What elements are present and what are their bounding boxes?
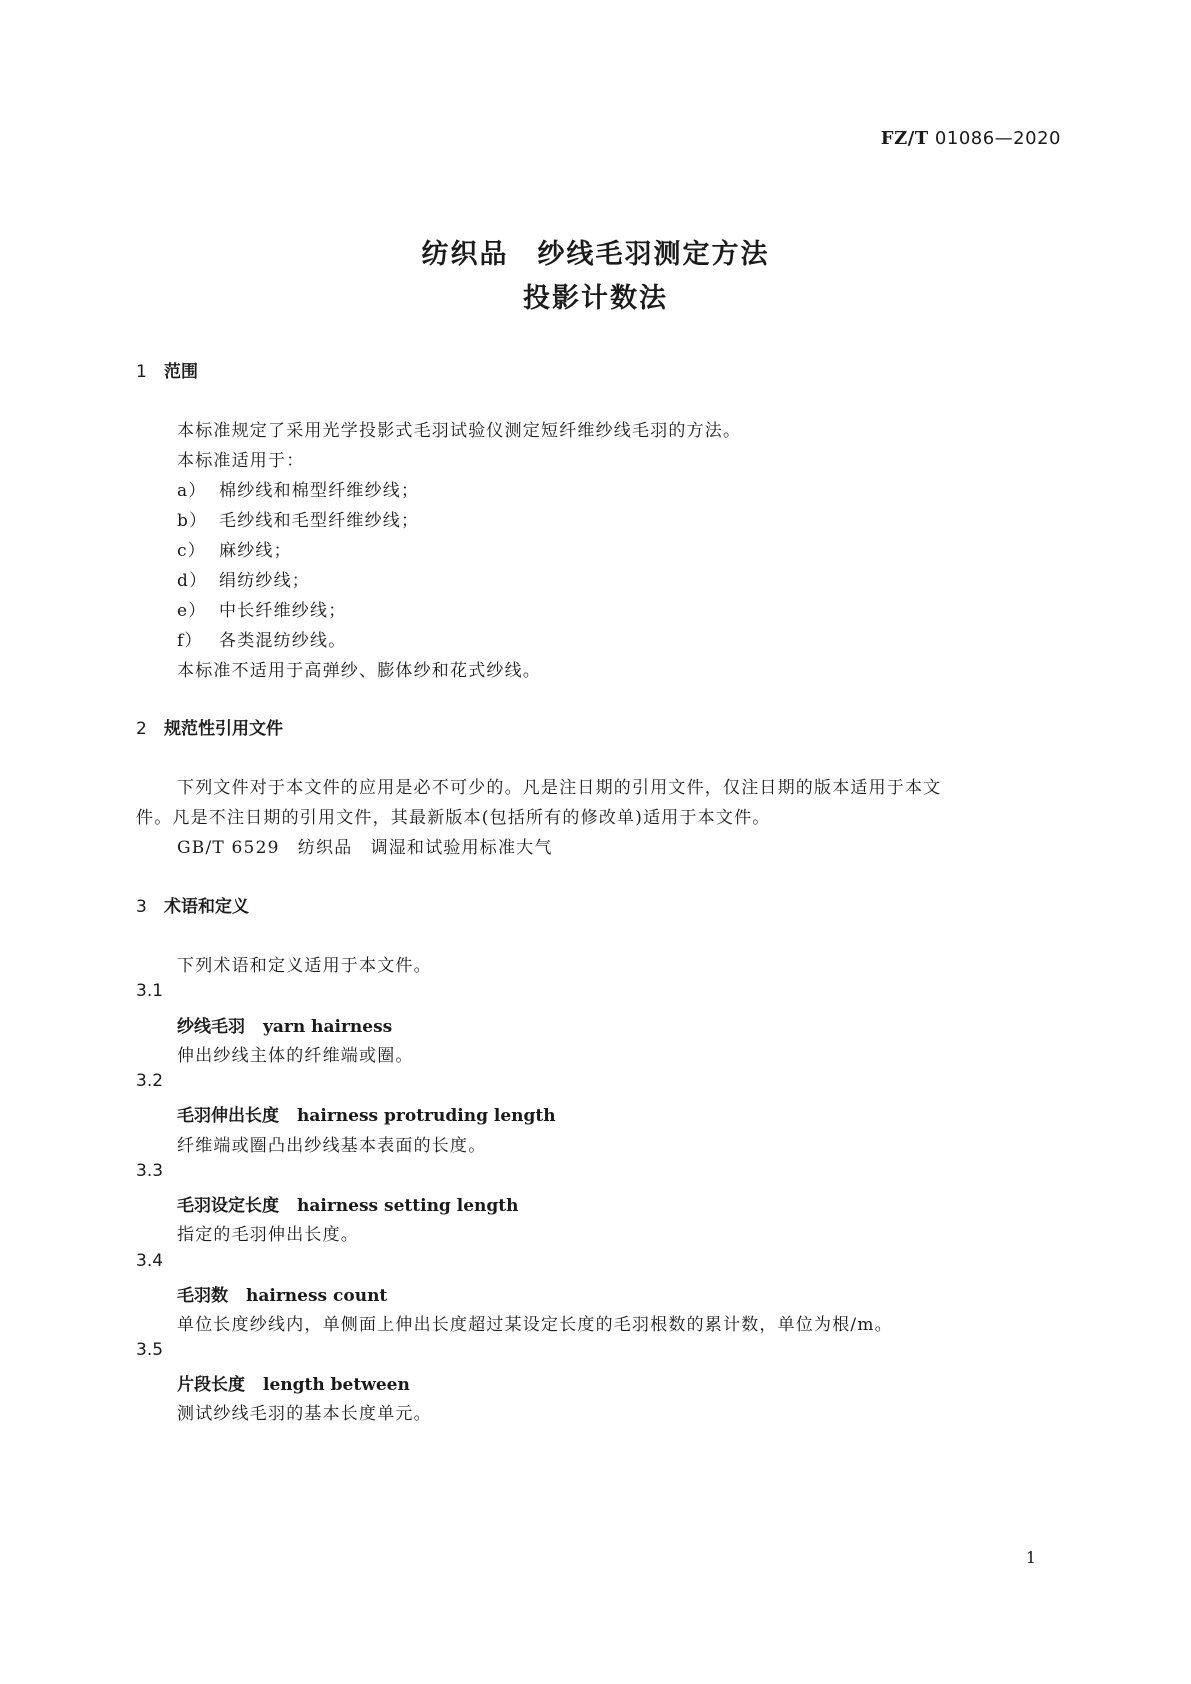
section-3-heading [136,892,249,917]
term-zh: 纱线毛羽 [177,1017,245,1037]
list-marker: a） [177,481,207,501]
section-number: 3 [136,897,147,917]
term-en: hairness count [246,1286,388,1306]
paragraph: 下列文件对于本文件的应用是必不可少的。凡是注日期的引用文件，仅注日期的版本适用于本文 [177,778,942,798]
term-en: length between [263,1375,410,1395]
list-item [177,536,292,561]
list-marker: b） [177,511,208,531]
section-2-heading [136,714,283,739]
standard-number: 01086—2020 [934,128,1061,149]
term-en: hairness setting length [297,1196,519,1216]
list-item [177,626,346,651]
list-item [177,506,419,531]
list-text: 毛纱线和毛型纤维纱线； [219,511,420,531]
section-number: 1 [136,362,147,382]
term-en: hairness protruding length [297,1106,556,1126]
list-item [177,566,310,591]
list-text: 麻纱线； [219,541,292,561]
term-zh: 毛羽设定长度 [177,1196,279,1216]
term-number: 3.1 [136,981,164,1001]
list-text: 中长纤维纱线； [219,601,347,621]
section-title: 范围 [164,362,198,382]
paragraph: 下列术语和定义适用于本文件。 [177,956,432,976]
term-zh: 毛羽伸出长度 [177,1106,279,1126]
term-definition: 伸出纱线主体的纤维端或圈。 [177,1046,414,1066]
term-en: yarn hairness [263,1017,393,1037]
term-definition: 单位长度纱线内，单侧面上伸出长度超过某设定长度的毛羽根数的累计数，单位为根/m。 [177,1315,893,1335]
term-definition: 测试纱线毛羽的基本长度单元。 [177,1404,432,1424]
term-number: 3.3 [136,1161,164,1181]
list-text: 各类混纺纱线。 [219,631,347,651]
term-name [177,1012,392,1037]
paragraph: 本标准适用于： [177,451,305,471]
list-item [177,596,346,621]
list-text: 棉纱线和棉型纤维纱线； [219,481,420,501]
term-number: 3.2 [136,1071,164,1091]
list-marker: c） [177,541,206,561]
term-definition: 纤维端或圈凸出纱线基本表面的长度。 [177,1136,487,1156]
paragraph: 本标准规定了采用光学投影式毛羽试验仪测定短纤维纱线毛羽的方法。 [177,421,742,441]
section-title: 术语和定义 [164,897,249,917]
term-zh: 片段长度 [177,1375,245,1395]
list-text: 绢纺纱线； [219,571,310,591]
section-1-heading [136,357,198,382]
section-number: 2 [136,719,147,739]
list-item [177,476,419,501]
term-name [177,1191,518,1216]
term-name [177,1370,410,1395]
term-name [177,1281,387,1306]
document-title-line1: 纺织品 纱线毛羽测定方法 [421,239,770,270]
list-marker: d） [177,571,208,591]
standard-prefix: FZ/T [880,128,929,149]
normative-reference: GB/T 6529 纺织品 调湿和试验用标准大气 [177,838,553,858]
term-name [177,1101,556,1126]
term-number: 3.5 [136,1340,164,1360]
term-number: 3.4 [136,1251,164,1271]
term-zh: 毛羽数 [177,1286,228,1306]
document-title-line2: 投影计数法 [523,283,668,314]
page-number: 1 [1025,1548,1036,1567]
section-title: 规范性引用文件 [164,719,283,739]
paragraph: 本标准不适用于高弹纱、膨体纱和花式纱线。 [177,661,541,681]
list-marker: e） [177,601,207,621]
standard-code [881,128,1061,149]
paragraph-continuation: 件。凡是不注日期的引用文件，其最新版本(包括所有的修改单)适用于本文件。 [136,808,771,828]
term-definition: 指定的毛羽伸出长度。 [177,1225,359,1245]
list-marker: f） [177,631,203,651]
